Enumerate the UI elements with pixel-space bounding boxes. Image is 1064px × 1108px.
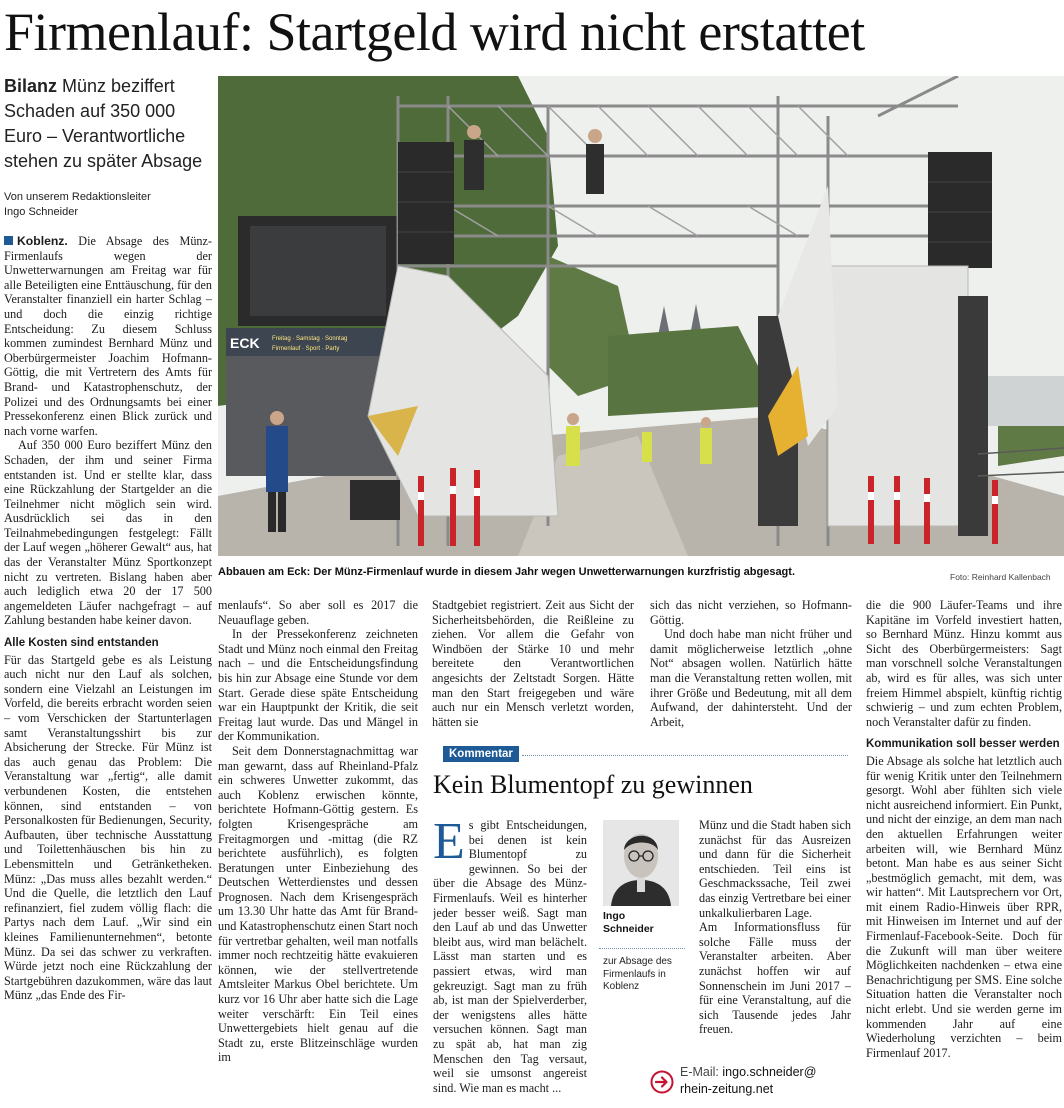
kommentar-text-b: Münz und die Stadt haben sich zunächst für das Ausreizen und dann für die Sicherheit entschieden. Teil eins ist Geschmackssache, Teil zwei das einzig Vertretbare bei einer unkalkulierbaren Lage. bbox=[699, 818, 851, 920]
kommentar-label: Kommentar bbox=[443, 746, 519, 762]
article-column-2 bbox=[218, 598, 418, 1102]
section-subhead-kosten: Alle Kosten sind entstanden bbox=[4, 637, 159, 650]
col1-p2: Auf 350 000 Euro beziffert Münz den Schaden, der ihm und seiner Firma entstanden ist. Und er stellte klar, dass eine Rückzahlung der Startgelder an die Teilnehmer nicht möglich sein wird. Ausdrücklich sei das in den Teilnahmebedingungen festgelegt: Fällt der Lauf wegen „höherer Gewalt“ aus, hat das der Veranstalter Münz Sportkonzept nicht zu vertreten. Bislang haben aber auch lediglich etwa 20 der 17 500 angemeldeten Läufer nachgefragt – auf Zahlung bestanden habe keiner davon. bbox=[4, 438, 212, 628]
byline-role: Von unserem Redaktionsleiter bbox=[4, 191, 151, 203]
kommentar-title: Kein Blumentopf zu gewinnen bbox=[433, 770, 753, 799]
author-last-name: Schneider bbox=[603, 923, 654, 935]
subheadline bbox=[4, 74, 214, 174]
col1-p3: Für das Startgeld gebe es als Leistung auch nicht nur den Lauf als solchen, sondern eine Vielzahl an Leistungen im Vorfeld, die bereits erbracht worden seien – vom Verschicken der Startunterlagen samt Veranstaltungsshirt bis zur Absicherung der Strecke. Für Münz ist das auch genau das Problem: Die Veranstaltung war „fertig“, alle damit verbundenen Kosten, die entstehen können, sind entstanden – von Personalkosten für Bedienungen, Security, Aufbauten, über technische Ausstattung und Toilettenhäuschen bis hin zu Lebensmitteln und Getränketheken. Münz: „Das muss alles bezahlt werden.“ Und die Quelle, die letztlich den Lauf refinanziert, fiel zudem völlig flach: die Partys nach dem Lauf. „Wir sind ein kleines Familienunternehmen“, betonte Münz. Da sei das schwer zu verkraften. Würde jetzt noch eine Rückzahlung der Startgebühren dazukommen, wäre das laut Münz „das Ende des Fir- bbox=[4, 652, 212, 1003]
byline bbox=[4, 190, 214, 220]
article-column-1 bbox=[4, 234, 212, 1102]
section-subhead-kommunikation: Kommunikation soll besser werden bbox=[866, 738, 1060, 751]
col2-p1: menlaufs“. So aber soll es 2017 die Neuauflage geben. bbox=[218, 598, 418, 627]
byline-author: Ingo Schneider bbox=[4, 206, 78, 218]
col4-p2: Und doch habe man nicht früher und damit möglicherweise letztlich „ohne Not“ absagen wollen. Natürlich hätte man die Veranstaltung retten wollen, mit ihrer Größe und Bedeutung, mit all dem Aufwand, der dahintersteht. Und der Arbeit, bbox=[650, 627, 852, 729]
article-lead-paragraph bbox=[4, 234, 212, 438]
email-user[interactable]: ingo.schneider@ bbox=[722, 1065, 817, 1079]
dateline-marker bbox=[4, 236, 13, 245]
author-portrait bbox=[603, 820, 679, 906]
author-name bbox=[603, 910, 654, 936]
col5-p2: Die Absage als solche hat letztlich auch für wenig Kritik unter den Teilnehmern gesorgt. Wohl aber fühlten sich viele nicht ausreichend informiert. Ein Punkt, und nicht der einzige, an dem man nach den aktuellen Erfahrungen weiter arbeiten will, wie Bernhard Münz betont. Man habe es aus seiner Sicht „bestmöglich gemacht, mit dem, was wir hatten“. Mit Lautsprechern vor Ort, mit einem Radio-Hinweis über RPR, mit Hinweisen im Internet und auf der Firmenlauf-Facebook-Seite. Doch für die Zukunft will man über weitere Möglichkeiten nachdenken – etwa eine Benachrichtigung per SMS. Eine solche Situation hatten die Veranstalter noch nicht erlebt. Und sie werden gerne im kommenden Jahr auf eine Wiederholung verzichten – beim Firmenlauf 2017. bbox=[866, 753, 1062, 1060]
kommentar-rule bbox=[522, 755, 848, 756]
col1-p1: Die Absage des Münz-Firmenlaufs wegen der Unwetterwarnungen am Freitag war für alle Beteiligten eine Enttäuschung, für den Veranstalter finanziell ein harter Schlag – und doch die einzig richtige Entscheidung: Zu diesem Schluss kommen zumindest Bernhard Münz und Oberbürgermeister Joachim Hofmann-Göttig, die mit Vertretern des Amts für Brand- und Katastrophenschutz, der Polizei und des Ordnungsamts bei einer Pressekonferenz einen Blick zurück und nach vorne warfen. bbox=[4, 234, 212, 438]
subhead-lead: Bilanz bbox=[4, 76, 58, 96]
dateline: Koblenz. bbox=[17, 234, 68, 248]
kommentar-dropcap: E bbox=[433, 818, 465, 870]
subhead-text: Münz beziffert Schaden auf 350 000 Euro – Verantwortliche stehen zu später Absage bbox=[4, 76, 203, 171]
col4-p1: sich das nicht verziehen, so Hofmann-Göttig. bbox=[650, 598, 852, 627]
photo-banner-line-1: Freitag · Samstag · Sonntag bbox=[272, 336, 348, 342]
kommentar-column-b bbox=[699, 818, 851, 1062]
arrow-circle-icon bbox=[650, 1070, 674, 1094]
photo-caption: Abbauen am Eck: Der Münz-Firmenlauf wurde in diesem Jahr wegen Unwetterwarnungen kurzfristig abgesagt. bbox=[218, 566, 795, 578]
kommentar-text-b2: Am Informationsfluss für solche Fälle muss der Veranstalter arbeiten. Aber zunächst hoffen wir auf Sonnenschein im Juni 2017 – für eine Veranstaltung, auf die sich Tausende jedes Jahr freuen. bbox=[699, 920, 851, 1037]
photo-banner-text: ECK bbox=[230, 335, 260, 351]
photo-scene bbox=[218, 76, 1064, 556]
kommentar-text-a: s gibt Entscheidungen, bei denen ist kein Blumentopf zu gewinnen. So bei der über die Absage des Münz-Firmenlaufs. Weil es hinterher jeder besser weiß. Sagt man den Lauf ab und das Unwetter bleibt aus, wird man belächelt. Lässt man starten und es passiert etwas, wird man gekreuzigt. Sagt man zu früh ab, ist man der Spielverderber, der wenigstens alles hätte versuchen können. Sagt man zu spät ab, hat man zig Menschen den Tag versaut, weil sie umsonst angereist sind. Wie man es macht ... bbox=[433, 818, 587, 1095]
email-label: E-Mail: bbox=[680, 1065, 719, 1079]
author-info: zur Absage des Firmenlaufs in Koblenz bbox=[603, 956, 672, 992]
author-email bbox=[680, 1064, 816, 1098]
col5-p1: die die 900 Läufer-Teams und ihre Kapitäne im Vorfeld investiert hatten, so Bernhard Münz. Hinzu kommt aus Sicht des Oberbürgermeisters: Sagt man vorschnell solche Veranstaltungen ab, wird es für alles, was sich unter freiem Himmel abspielt, künftig richtig schwierig – und zum echten Problem, noch Veranstalter dafür zu finden. bbox=[866, 598, 1062, 729]
col2-p2: In der Pressekonferenz zeichneten Stadt und Münz noch einmal den Freitag nach – und die Entscheidungsfindung bis hin zur Absage eine Stunde vor dem Start. Gerade diese späte Entscheidung war ein Hauptpunkt der Kritik, die seit Freitag laut wurde. Das und Mängel in der Kommunikation. bbox=[218, 627, 418, 744]
email-domain[interactable]: rhein-zeitung.net bbox=[680, 1082, 774, 1096]
article-photo bbox=[218, 76, 1064, 556]
article-column-4 bbox=[650, 598, 852, 730]
author-first-name: Ingo bbox=[603, 910, 626, 922]
col2-p3: Seit dem Donnerstagnachmittag war man gewarnt, dass auf Rheinland-Pfalz ein schweres Unwetter zukommt, das auch Koblenz erwischen könnte, berichtete Hofmann-Göttig gestern. Es folgten Krisengespräche am Freitagmorgen und -mittag (die RZ berichtete ausführlich), es folgten Beratungen unter Einbeziehung des Deutschen Wetterdienstes und dessen Prognosen. Nach dem Krisengespräch um 13.30 Uhr hatte das Amt für Brand- und Katastrophenschutz einen Start noch für vertretbar gehalten, weil man notfalls immer noch rechtzeitig hätte evakuieren können, wie der stellvertretende Amtsleiter Markus Obel berichtete. Um kurz vor 16 Uhr aber hatte sich die Lage weiter verschärft: Ein Teil eines Unwettergebiets hielt genau auf die Stadt zu, erste Blitzeinschläge wurden im bbox=[218, 743, 418, 1065]
kommentar-column-a bbox=[433, 818, 587, 1104]
photo-credit: Foto: Reinhard Kallenbach bbox=[950, 572, 1051, 582]
article-column-3 bbox=[432, 598, 634, 730]
headline: Firmenlauf: Startgeld wird nicht erstattet bbox=[4, 2, 865, 62]
col3-p1: Stadtgebiet registriert. Zeit aus Sicht der Sicherheitsbehörden, die Reißleine zu ziehen. Vor allem die Gefahr von Windböen der Stärke 10 und mehr bereitete den Verantwortlichen angesichts der Zeltstadt Sorgen. Hätte man den Start freigegeben und wäre auch nur ein Mensch verletzt worden, hätten sie bbox=[432, 598, 634, 729]
photo-banner-line-2: Firmenlauf · Sport · Party bbox=[272, 346, 340, 352]
article-column-5 bbox=[866, 598, 1062, 1102]
author-box-rule bbox=[599, 948, 685, 949]
